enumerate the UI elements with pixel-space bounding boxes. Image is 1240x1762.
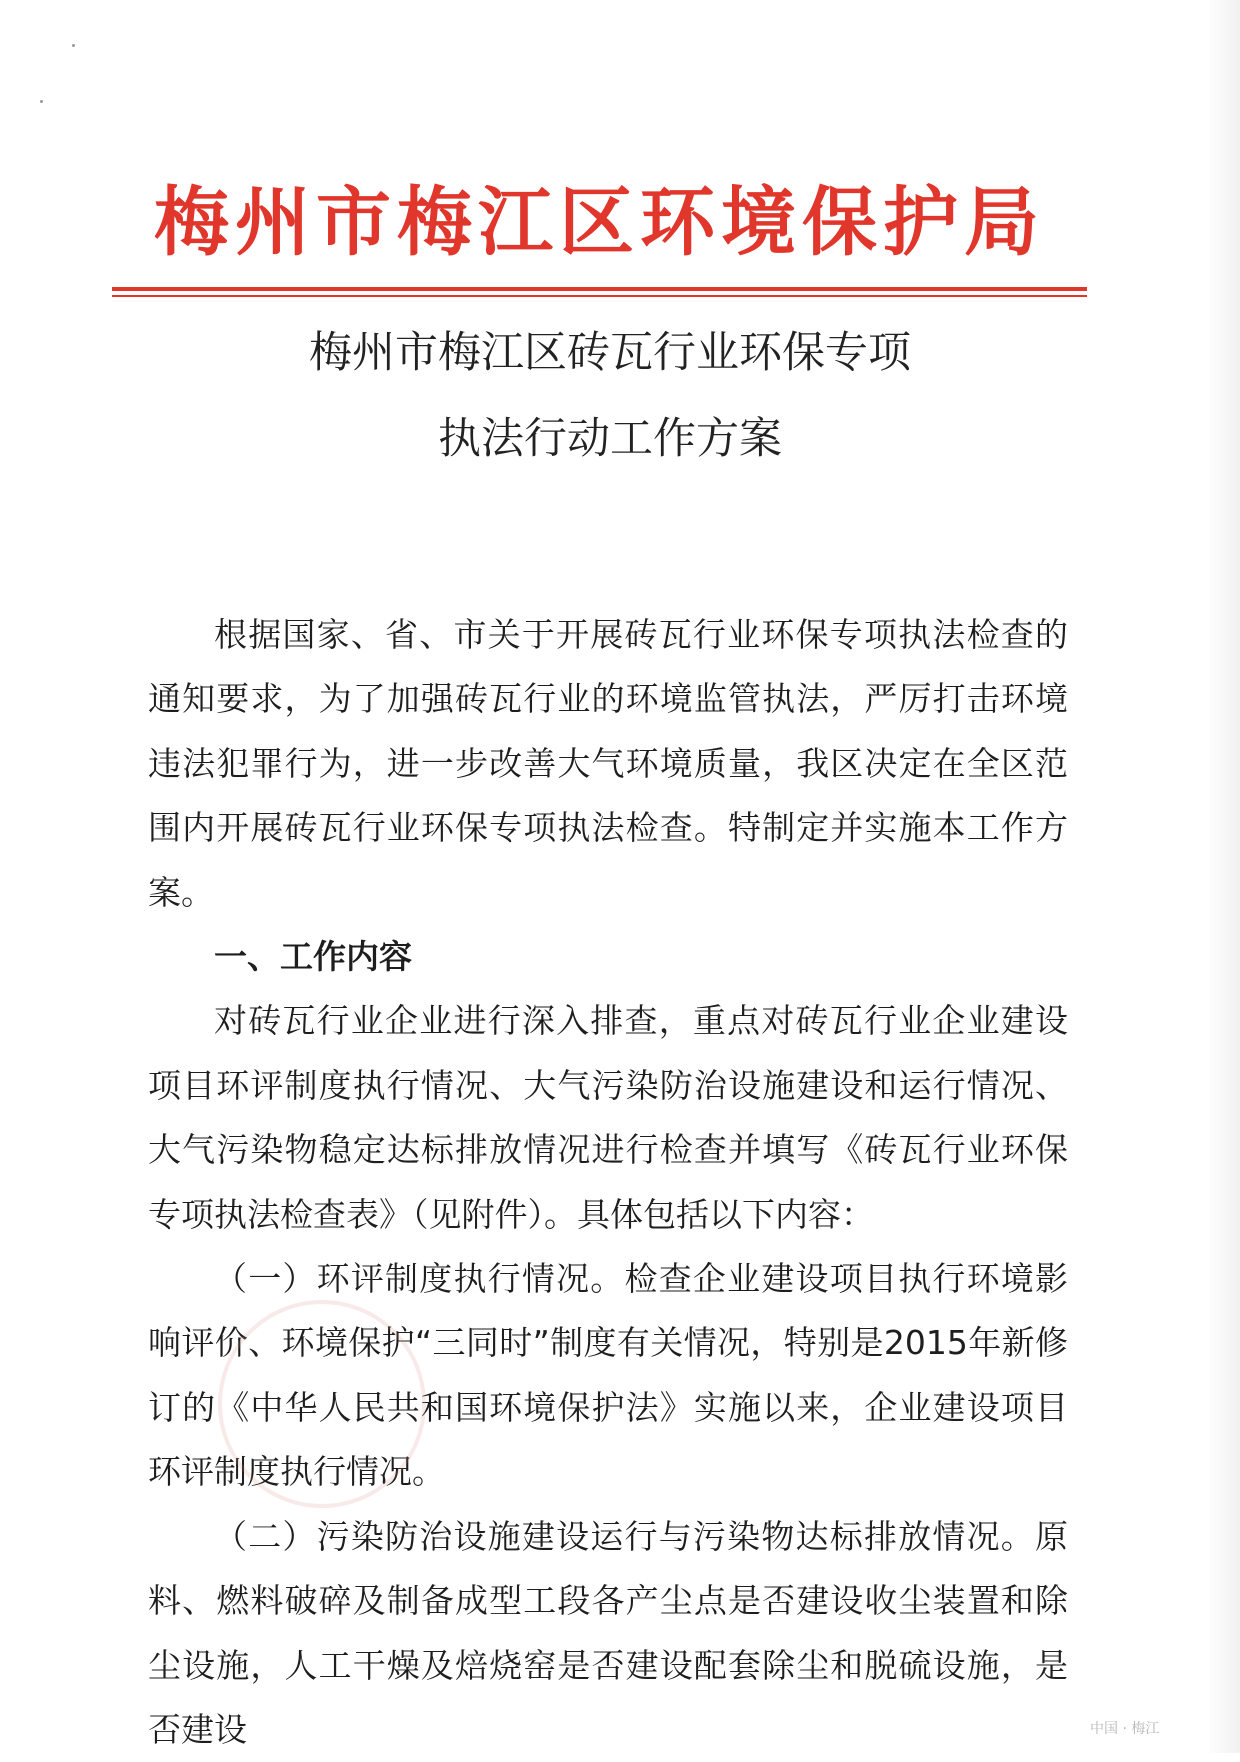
section-paragraph: 对砖瓦行业企业进行深入排查，重点对砖瓦行业企业建设项目环评制度执行情况、大气污染防治设施建设和运行情况、大气污染物稳定达标排放情况进行检查并填写《砖瓦行业环保专项执法检查表》（见附件）。具体包括以下内容： [148,1001,1068,1234]
item-paragraph: （一）环评制度执行情况。检查企业建设项目执行环境影响评价、环境保护“三同时”制度有关情况，特别是2015年新修订的《中华人民共和国环境保护法》实施以来，企业建设项目环评制度执行情况。 [148,1259,1068,1492]
scan-speck [72,44,75,47]
document-title-line2: 执法行动工作方案 [438,414,782,464]
document-title-line1: 梅州市梅江区砖瓦行业环保专项 [309,328,911,378]
item-paragraph: （二）污染防治设施建设运行与污染物达标排放情况。原料、燃料破碎及制备成型工段各产尘点是否建设收尘装置和除尘设施，人工干燥及焙烧窑是否建设配套除尘和脱硫设施，是否建设 [148,1516,1068,1749]
site-watermark: 中国 · 梅江 [1090,1721,1160,1737]
scan-speck [40,100,43,103]
masthead-rule-thick [112,287,1087,291]
issuer-masthead: 梅州市梅江区环境保护局 [153,178,1045,266]
scan-edge [1210,0,1240,1753]
intro-paragraph: 根据国家、省、市关于开展砖瓦行业环保专项执法检查的通知要求，为了加强砖瓦行业的环境监管执法，严厉打击环境违法犯罪行为，进一步改善大气环境质量，我区决定在全区范围内开展砖瓦行业环保专项执法检查。特制定并实施本工作方案。 [148,615,1068,912]
masthead-rule-thin [112,295,1087,297]
document-body [148,603,1068,1762]
section-heading: 一、工作内容 [214,937,412,977]
